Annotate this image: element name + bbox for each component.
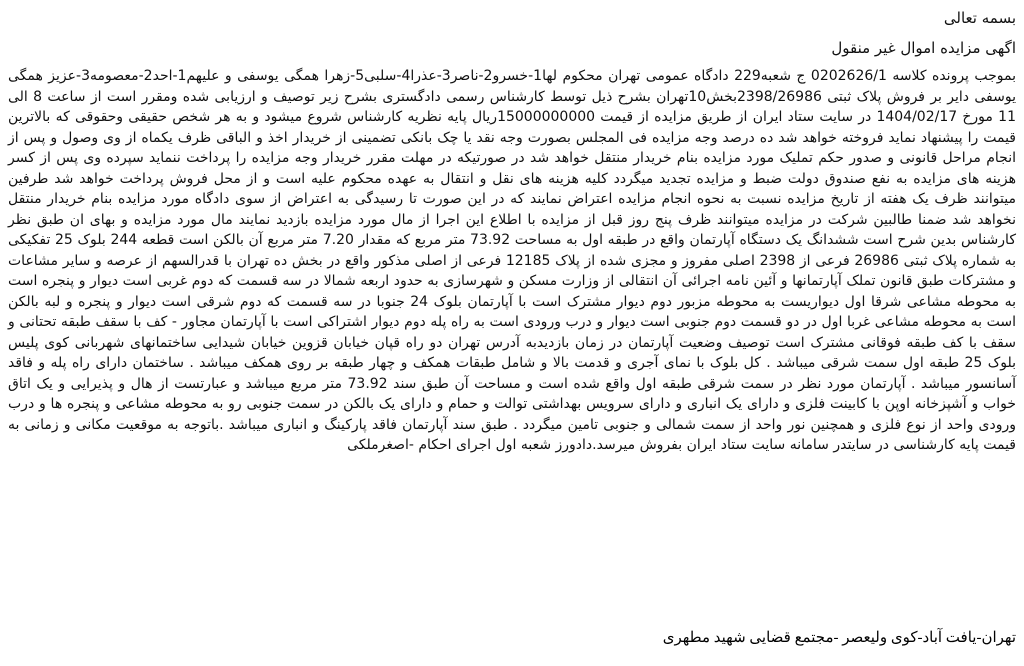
document-body: بموجب پرونده کلاسه 0202626/1 ج شعبه229 دادگاه عمومی تهران محکوم لها1-خسرو2-ناصر3-عذرا4-سلبی5-زهرا همگی یوسفی و علیهم1-احد2-معصومه3-عزیز همگی یوسفی دایر بر فروش پلاک ثبتی 2398/26986بخش10تهران بشرح ذیل توسط کارشناس رسمی دادگستری بشرح زیر توصیف و ارزیابی شده ومقرر است از ساعت 8 الی 11 مورخ 1404/02/17 در سایت ستاد ایران از طریق مزایده از قیمت 15000000000ریال پایه نظریه کارشناس شروع میشود و به هر شخص حقیقی وحقوقی که بالاترین قیمت را پیشنهاد نماید فروخته خواهد شد ده درصد وجه مزایده فی المجلس بصورت وجه نقد یا چک بانکی تضمینی از خریدار اخذ و الباقی ظرف یکماه از وی وصول و پس از انجام مراحل قانونی و صدور حکم تملیک مورد مزایده بنام خریدار منتقل خواهد شد در صورتیکه در مهلت مقرر خریدار وجه مزایده را پرداخت ننماید سپرده وی پس از کسر هزینه های مزایده به نفع صندوق دولت ضبط و مزایده تجدید میگردد کلیه هزینه های نقل و انتقال به عهده محکوم علیه است و از محل فروش پرداخت خواهد شد طرفین میتوانند ظرف یک هفته از تاریخ مزایده نسبت به نحوه انجام مزایده اعتراض نمایند که در این صورت تا رسیدگی به اعتراض از سوی دادگاه مورد مزایده بنام خریدار منتقل نخواهد شد ضمنا طالبین شرکت در مزایده میتوانند ظرف پنج روز قبل از مزایده با اطلاع این اجرا از مال مورد مزایده بازدید نمایند مال مورد مزایده و بهای ان طبق نظر کارشناس بدین شرح است ششدانگ یک دستگاه آپارتمان واقع در طبقه اول به مساحت 73.92 متر مربع که مقدار 7.20 متر مربع آن بالکن است قطعه 244 بلوک 25 تفکیکی به شماره پلاک ثبتی 26986 فرعی از 2398 اصلی مفروز و مجزی شده از پلاک 12185 فرعی از اصلی مذکور واقع در بخش ده تهران با قدرالسهم از عرصه و سایر مشاعات و مشترکات طبق قانون تملک آپارتمانها و آئین نامه اجرائی آن انتقالی از وزارت مسکن و شهرسازی به حدود اربعه شمالا در سه قسمت که دوم غربی است دیوار و پنجره است به محوطه مشاعی شرقا اول دیواریست به محوطه مزبور دوم دیوار مشترک است با آپارتمان بلوک 24 جنوبا در سه قسمت که دوم شرقی است دیوار و پنجره و لبه بالکن است به محوطه مشاعی غربا اول در دو قسمت دوم جنوبی است دیوار و درب ورودی است به راه پله دوم دیوار اشتراکی است با آپارتمان مجاور - کف با سقف طبقه تحتانی و سقف با کف طبقه فوقانی مشترک است توصیف وضعیت آپارتمان در زمان بازدیدبه آدرس تهران دو راه قپان خیابان قزوین خیابان شیدایی ساختمانهای شهربانی کوی پلیس بلوک 25 طبقه اول سمت شرقی میباشد . کل بلوک با نمای آجری و قدمت بالا و شامل طبقات همکف و چهار طبقه بر روی همکف میباشد . ساختمان دارای راه پله و فاقد آسانسور میباشد . آپارتمان مورد نظر در سمت شرقی طبقه اول واقع شده است و مساحت آن طبق سند 73.92 متر مربع میباشد و عبارتست از هال و پذیرایی و یک اتاق خواب و آشپزخانه اوپن با کابینت فلزی و دارای یک انباری و دارای سرویس بهداشتی توالت و حمام و دارای یک بالکن در سمت جنوبی رو به محوطه مشاعی و پنجره ها و درب ورودی واحد از نوع فلزی و همچنین نور واحد از سمت شمالی و جنوبی تامین میگردد . طبق سند آپارتمان فاقد پارکینگ و انباری میباشد .باتوجه به موقعیت مکانی و زمانی به قیمت پایه کارشناسی در سایتدر سامانه سایت ستاد ایران بفروش میرسد.دادورز شعبه اول اجرای احکام -اصغرملکی bbox=[8, 68, 1017, 453]
document-title: اگهی مزایده اموال غیر منقول bbox=[831, 39, 1016, 57]
document-footer: تهران-یافت آباد-کوی ولیعصر -مجتمع قضایی شهید مطهری bbox=[662, 630, 1016, 646]
document-heading: بسمه تعالی bbox=[943, 9, 1016, 27]
